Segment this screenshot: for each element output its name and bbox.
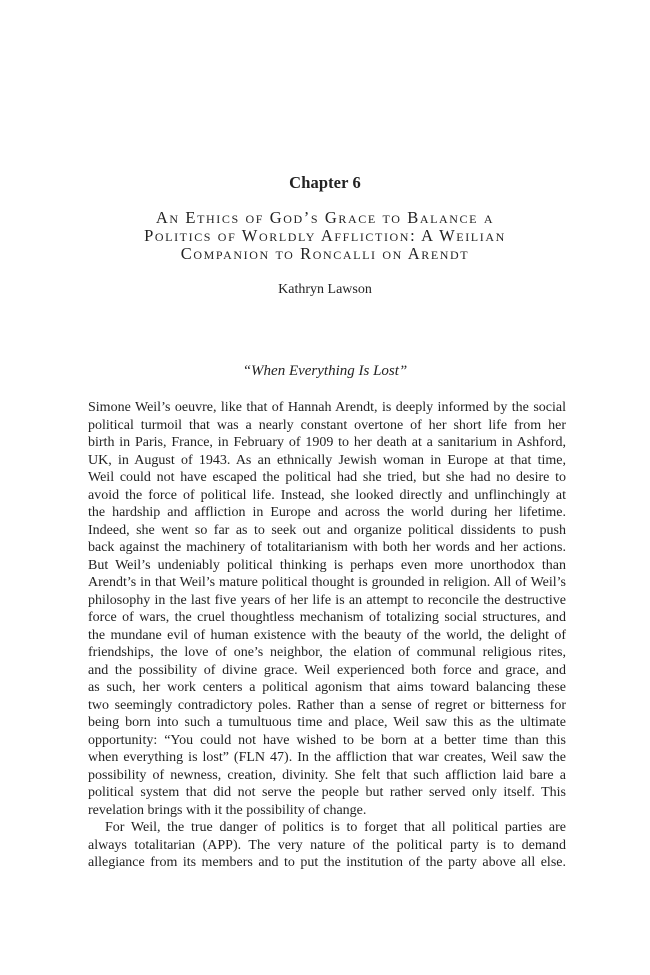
text-line: as such, her work centers a political agonism that aims toward balancing these <box>88 680 566 695</box>
chapter-title-line: Companion to Roncalli on Arendt <box>180 244 470 263</box>
chapter-title-line: An Ethics of God’s Grace to Balance a <box>155 208 495 227</box>
text-line: possibility of newness, creation, divinity. She felt that such affliction laid bare a <box>88 767 566 783</box>
text-line: philosophy in the last five years of her life is an attempt to reconcile the destructive <box>88 592 566 608</box>
paragraph <box>88 819 566 872</box>
text-line: being born into such a tumultuous time and place, Weil saw this as the ultimate <box>88 715 566 730</box>
text-line: when everything is lost” (FLN 47). In the affliction that war creates, Weil saw the <box>88 750 566 765</box>
chapter-label: Chapter 6 <box>289 173 361 192</box>
text-line: always totalitarian (APP). The very nature of the political party is to demand <box>88 837 566 853</box>
chapter-title-line: Politics of Worldly Affliction: A Weilian <box>144 226 506 245</box>
section-heading: “When Everything Is Lost” <box>242 363 408 379</box>
text-line: Arendt’s in that Weil’s mature political thought is grounded in religion. All of Weil’s <box>88 575 566 590</box>
text-line: allegiance from its members and to put the institution of the party above all else. <box>88 855 566 870</box>
text-line: revelation brings with it the possibility of change. <box>88 802 367 818</box>
body-text <box>88 399 566 872</box>
text-line: opportunity: “You could not have wished to be born at a better time than this <box>88 732 566 748</box>
author-name: Kathryn Lawson <box>278 282 372 297</box>
text-line: For Weil, the true danger of politics is to forget that all political parties are <box>105 820 566 835</box>
text-line: two seemingly contradictory poles. Rather than a sense of regret or bitterness for <box>88 697 566 713</box>
paragraph <box>88 399 566 819</box>
text-line: UK, in August of 1943. As an ethnically Jewish woman in Europe at that time, <box>88 452 566 468</box>
text-line: avoid the force of political life. Instead, she looked directly and unflinchingly at <box>88 487 566 503</box>
text-line: But Weil’s undeniably political thinking is perhaps even more unorthodox than <box>88 557 566 573</box>
text-line: Indeed, she went so far as to seek out and organize political dissidents to push <box>88 522 566 538</box>
text-line: political turmoil that was a nearly constant overtone of her short life from her <box>88 417 566 433</box>
chapter-title <box>60 209 590 263</box>
text-line: the hardship and affliction in Europe and across the world during her lifetime. <box>88 505 566 520</box>
text-line: back against the machinery of totalitarianism with both her words and her actions. <box>88 540 566 555</box>
text-line: birth in Paris, France, in February of 1909 to her death at a sanitarium in Ashford, <box>88 435 566 450</box>
text-line: Weil could not have escaped the political had she tried, but she had no desire to <box>88 470 566 485</box>
text-line: friendships, the love of one’s neighbor, the elation of communal religious rites, <box>88 645 566 660</box>
text-line: force of wars, the cruel thoughtless mechanism of totalizing social structures, and <box>88 610 566 625</box>
text-line: Simone Weil’s oeuvre, like that of Hannah Arendt, is deeply informed by the social <box>88 400 566 415</box>
text-line: and the possibility of divine grace. Weil experienced both force and grace, and <box>88 662 566 678</box>
text-line: political system that did not serve the people but rather served only itself. This <box>88 785 566 800</box>
text-line: the mundane evil of human existence with the beauty of the world, the delight of <box>88 627 566 643</box>
